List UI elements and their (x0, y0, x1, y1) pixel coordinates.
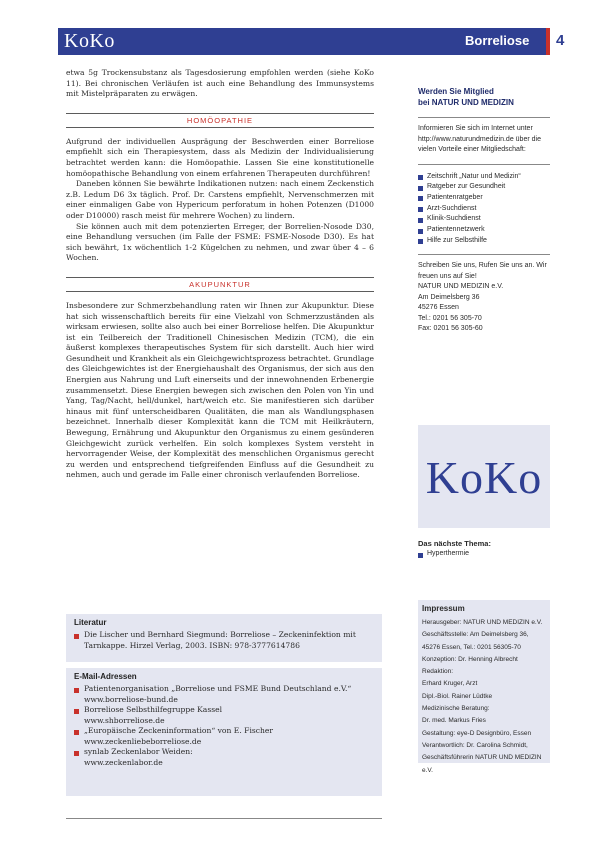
benefit-item: Hilfe zur Selbsthilfe (418, 236, 550, 247)
benefit-item: Ratgeber zur Gesundheit (418, 182, 550, 193)
homoeopathie-paragraph-3: Sie können auch mit dem potenzierten Erreger, der Borrelien-Nosode D30, eine Behandlung versuchen (im Falle der FSME: FSME-Nosode D30). Es hat sich bewährt, 1x wöchentlich 1-2 Kügelchen zu nehmen, und zwar über 4 – 6 Wochen. (66, 221, 374, 263)
contact-intro: Schreiben Sie uns, Rufen Sie uns an. Wir freuen uns auf Sie! (418, 262, 547, 280)
literature-title: Literatur (74, 618, 107, 627)
koko-logo: KoKo (64, 30, 115, 52)
impressum-line: Redaktion: (422, 668, 454, 676)
impressum-line: Dr. med. Markus Fries (422, 717, 486, 725)
email-list (74, 684, 374, 768)
literature-item: Die Lischer und Bernhard Siegmund: Borreliose – Zeckeninfektion mit Tarnkappe. Hirzel Verlag, 2003. ISBN: 978-3777614786 (74, 630, 374, 651)
impressum-box (418, 600, 550, 774)
email-item-name: „Europäische Zeckeninformation“ von E. Fischer (84, 726, 274, 735)
next-topic-item: Hyperthermie (418, 549, 550, 560)
literature-box (66, 614, 382, 662)
email-item (74, 705, 374, 726)
email-item-name: Patientenorganisation „Borreliose und FSME Bund Deutschland e.V.“ (84, 684, 352, 693)
impressum-line: Herausgeber: NATUR UND MEDIZIN e.V. (422, 619, 543, 626)
akupunktur-paragraph: Insbesondere zur Schmerzbehandlung raten wir Ihnen zur Akupunktur. Diese hat sich wissenschaftlich bereits für eine Vielzahl von Schmerzzuständen als wirksam erwiesen, sollte also auch bei einer Borreliose helfen. Die Akupunktur ist ein Teilbereich der Traditionell Chinesischen Medizin (TCM), die ein äußerst komplexes therapeutisches System für sich darstellt. Auch hier wird Gesundheit und Krankheit als ein Gleichgewichtsprozess betrachtet. Grundlage des Gleichgewichtes ist der Energiehaushalt des Organismus, der sich aus den Energien aus Nahrung und Luft einerseits und der innewohnenden Erbenergie zusammensetzt. Diese Energien bewegen sich zwischen den Polen von Yin und Yang, Tag/Nacht, hell/dunkel, hart/weich etc. Sie manifestieren sich darüber hinaus mit fünf unterscheidbaren Qualitäten, die man als Wandlungsphasen bezeichnet. Innerhalb dieser Komplexität kann die TCM mit Heilkräutern, Bewegung, Ernährung und Akupunktur den Organismus zu einem gesünderen Gleichgewicht zurück verhelfen. Ein solch komplexes System versteht in hervorragender Weise, der Komplexität des menschlichen Organismus gerecht zu werden und entsprechend tiefgreifenden Einfluss auf die Gesundheit zu nehmen, auch und gerade im Falle einer chronisch verlaufenden Borreliose. (66, 300, 375, 480)
section-heading-homoeopathie (66, 113, 374, 128)
benefit-item: Patientenratgeber (418, 193, 550, 204)
impressum-line: Dipl.-Biol. Rainer Lüdtke (422, 692, 493, 700)
homoeopathie-paragraph-1: Aufgrund der individuellen Ausprägung der Beschwerden einer Borreliose empfiehlt sich ein Therapiesystem, dass als Medizin der Individualisierung betrachtet werden kann: die Homöopathie. Lassen Sie eine konstitutionelle homöopathische Behandlung von einem erfahrenen Therapeuten durchführen! (66, 136, 374, 178)
section-heading-akupunktur (66, 277, 374, 292)
email-item-name: synlab Zeckenlabor Weiden: (84, 747, 193, 756)
impressum-line: 45276 Essen, Tel.: 0201 56305-70 (422, 643, 521, 651)
impressum-line: Geschäftsstelle: Am Deimelsberg 36, (422, 631, 529, 639)
main-column (66, 68, 374, 481)
contact-org: NATUR UND MEDIZIN e.V. (418, 283, 504, 291)
benefit-item: Zeitschrift „Natur und Medizin“ (418, 172, 550, 183)
koko-logo-text: KoKo (425, 452, 543, 503)
section-title: Borreliose (465, 33, 530, 48)
impressum-line: Medizinische Beratung: (422, 705, 490, 713)
page-tab-marker (546, 28, 550, 55)
contact-tel: Tel.: 0201 56 305-70 (418, 314, 482, 322)
heading-text: HOMÖOPATHIE (186, 115, 254, 125)
membership-title-line-2: bei NATUR UND MEDIZIN (418, 98, 514, 107)
sidebar-divider (418, 254, 550, 255)
benefit-item: Klinik-Suchdienst (418, 214, 550, 225)
homoeopathie-paragraph-2: Daneben können Sie bewährte Indikationen nutzen: nach einem Zeckenstich z.B. Ledum D6 3x täglich. Prof. Dr. Carstens empfiehlt, Nervenschmerzen mit einer einmaligen Gabe von Hypericum perforatum in hohen Potenzen (D1000 oder D10000) rasch meist für mehrere Wochen) zu lindern. (66, 179, 374, 220)
impressum-line: Erhard Kruger, Arzt (422, 680, 478, 688)
sidebar-divider (418, 117, 550, 118)
email-item (74, 747, 374, 768)
email-item-name: Borreliose Selbsthilfegruppe Kassel (84, 705, 223, 714)
email-item (74, 726, 374, 747)
impressum-line: Konzeption: Dr. Henning Albrecht (422, 655, 518, 663)
contact-city: 45276 Essen (418, 304, 459, 312)
contact-street: Am Deimelsberg 36 (418, 293, 480, 301)
email-box (66, 668, 382, 796)
next-topic-list (418, 549, 550, 560)
next-topic-title: Das nächste Thema: (418, 539, 491, 548)
membership-block (418, 86, 550, 335)
intro-paragraph: etwa 5g Trockensubstanz als Tagesdosierung empfohlen werden (siehe KoKo 11). Bei chronischen Verläufen ist auch eine Behandlung des Immunsystems mit Mistelpräparaten zu erwägen. (66, 68, 374, 99)
literature-list (74, 630, 374, 651)
heading-text: AKUPUNKTUR (189, 279, 251, 289)
impressum-line: Verantwortlich: Dr. Carolina Schmidt, (422, 741, 528, 749)
membership-title-line-1: Werden Sie Mitglied (418, 87, 494, 96)
email-item-url[interactable]: www.zeckenliebeborreliose.de (84, 736, 202, 746)
benefits-list (418, 172, 550, 247)
benefit-item: Arzt-Suchdienst (418, 204, 550, 215)
membership-info: Informieren Sie sich im Internet unter http://www.naturundmedizin.de über die vielen Vorteile einer Mitgliedschaft: (418, 125, 541, 153)
sidebar-divider (418, 164, 550, 165)
email-item-url[interactable]: www.borreliose-bund.de (84, 694, 178, 704)
contact-fax: Fax: 0201 56 305-60 (418, 325, 483, 333)
email-item (74, 684, 374, 705)
benefit-item: Patientennetzwerk (418, 225, 550, 236)
impressum-line: Gestaltung: eye-D Designbüro, Essen (422, 729, 532, 737)
page-number: 4 (556, 32, 565, 49)
email-title: E-Mail-Adressen (74, 672, 137, 681)
email-item-url[interactable]: www.shborreliose.de (84, 715, 165, 725)
next-topic-block (418, 538, 550, 560)
koko-logo-large (418, 425, 550, 528)
bottom-divider (66, 818, 382, 819)
impressum-title: Impressum (422, 604, 465, 613)
email-item-url[interactable]: www.zeckenlabor.de (84, 757, 163, 767)
impressum-line: Geschäftsführerin NATUR UND MEDIZIN e.V. (422, 754, 542, 774)
